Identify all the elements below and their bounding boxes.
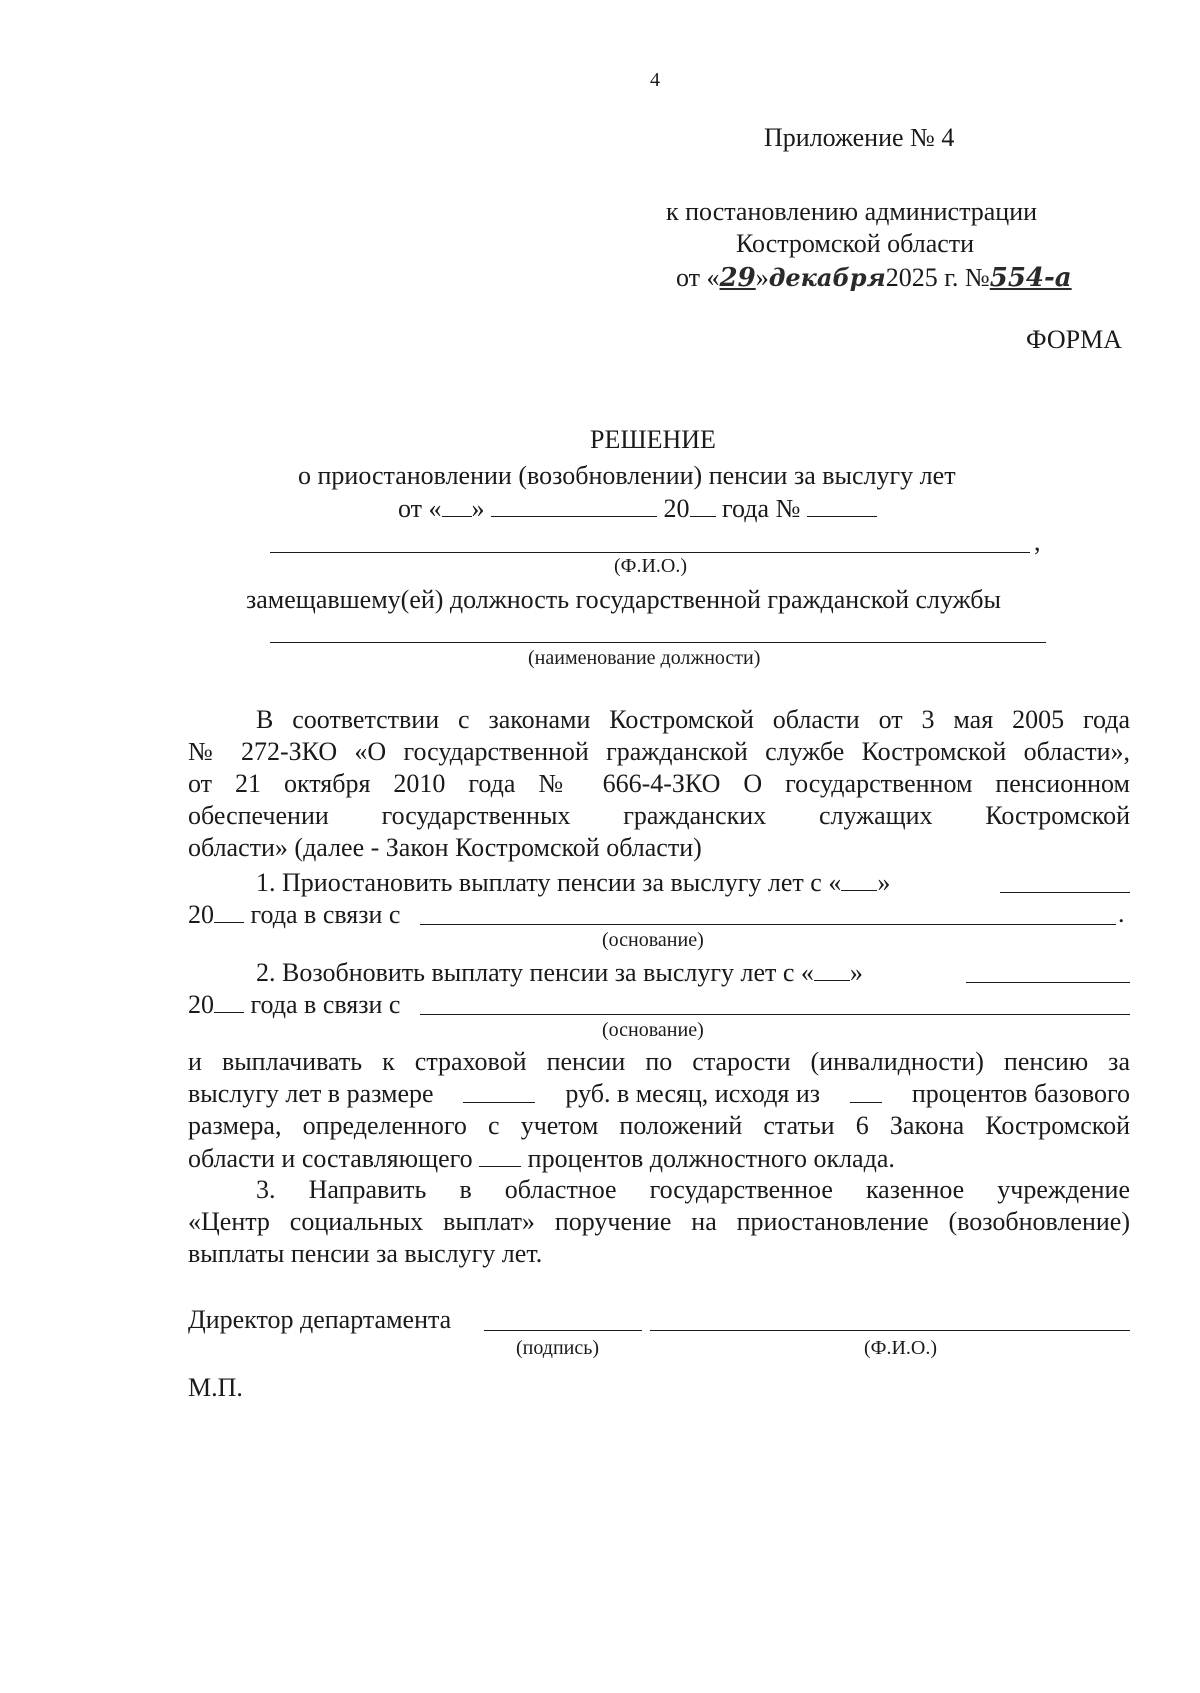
- blank-day: [442, 492, 472, 517]
- item2-close: »: [849, 958, 863, 987]
- position-line: замещавшему(ей) должность государственной гражданской службы: [246, 585, 1001, 614]
- item2-year-prefix: 20: [188, 990, 214, 1019]
- item1-reason-line: [188, 898, 400, 931]
- intro-line-2: № 272-ЗКО «О государственной гражданской службе Костромской области»,: [188, 737, 1130, 766]
- pay-line-2: [188, 1078, 1130, 1110]
- item2-blank-day: [814, 956, 850, 981]
- resolution-reference: к постановлению администрации: [666, 197, 1038, 226]
- item1-period: .: [1118, 899, 1125, 928]
- pay-rub-label: руб. в месяц, исходя из: [565, 1079, 821, 1108]
- item3-line-1: 3. Направить в областное государственное казенное учреждение: [256, 1175, 1130, 1204]
- director-fio-caption: (Ф.И.О.): [864, 1337, 938, 1359]
- blank-month: [491, 492, 657, 517]
- pay-line-4: [188, 1142, 895, 1175]
- pay-line-3: размера, определенного с учетом положений статьи 6 Закона Костромской: [188, 1111, 1130, 1140]
- blank-number: [807, 492, 877, 517]
- intro-line-5: области» (далее - Закон Костромской области): [188, 833, 702, 862]
- position-caption: (наименование должности): [528, 647, 761, 669]
- blank-year: [690, 492, 716, 517]
- date-from: от «: [398, 494, 442, 523]
- item2-basis-caption: (основание): [602, 1019, 704, 1041]
- pay-size-label: выслугу лет в размере: [188, 1079, 434, 1108]
- signature-caption: (подпись): [516, 1337, 600, 1359]
- item2-reason-line: [188, 988, 400, 1021]
- intro-line-3: от 21 октября 2010 года № 666-4-ЗКО О государственном пенсионном: [188, 769, 1130, 798]
- item2-blank-month: [966, 982, 1130, 983]
- fio-underline: [270, 552, 1030, 553]
- pay-component-label: области и составляющего: [188, 1144, 473, 1173]
- region-name: Костромской области: [736, 229, 975, 258]
- director-label: Директор департамента: [188, 1305, 452, 1334]
- item3-line-2: «Центр социальных выплат» поручение на приостановление (возобновление): [188, 1207, 1130, 1236]
- pay-base-label: процентов базового: [911, 1079, 1130, 1108]
- position-underline: [270, 642, 1046, 643]
- pay-line-1: и выплачивать к страховой пенсии по старости (инвалидности) пенсию за: [188, 1047, 1130, 1076]
- blank-percent-base: [850, 1078, 882, 1103]
- item1-basis-caption: (основание): [602, 929, 704, 951]
- item1-blank-year: [214, 898, 244, 923]
- date-year: 2025 г. №: [885, 263, 990, 292]
- decision-heading: РЕШЕНИЕ: [590, 425, 716, 454]
- item1-close: »: [877, 868, 891, 897]
- item2-blank-year: [214, 988, 244, 1013]
- item2-basis-underline: [420, 1014, 1130, 1015]
- date-number-label: года №: [722, 494, 801, 523]
- appendix-label: Приложение № 4: [764, 123, 955, 152]
- fio-comma: ,: [1034, 527, 1041, 556]
- decision-date-line: [398, 492, 877, 525]
- date-century: 20: [663, 494, 690, 523]
- intro-line-1: В соответствии с законами Костромской области от 3 мая 2005 года: [256, 705, 1130, 734]
- item1-line: [256, 866, 890, 899]
- director-fio-underline: [650, 1330, 1130, 1331]
- decision-subheading: о приостановлении (возобновлении) пенсии за выслугу лет: [298, 461, 956, 490]
- blank-percent-salary: [479, 1142, 521, 1167]
- date-prefix: от «: [676, 263, 720, 292]
- date-close: »: [471, 494, 485, 523]
- stamp-label: М.П.: [188, 1373, 243, 1402]
- item2-in-connection: года в связи с: [250, 990, 401, 1019]
- item1-blank-day: [841, 866, 877, 891]
- page-number: 4: [650, 69, 660, 91]
- item1-basis-underline: [420, 924, 1116, 925]
- pay-salary-label: процентов должностного оклада.: [527, 1144, 895, 1173]
- item2-text: 2. Возобновить выплату пенсии за выслугу лет с «: [256, 958, 814, 987]
- intro-line-4: обеспечении государственных гражданских служащих Костромской: [188, 801, 1130, 830]
- blank-amount: [463, 1078, 535, 1103]
- form-label: ФОРМА: [1026, 325, 1122, 354]
- item2-line: [256, 956, 863, 989]
- date-mid: »: [755, 263, 769, 292]
- signature-underline: [484, 1330, 642, 1331]
- resolution-date: [676, 262, 1072, 294]
- item3-line-3: выплаты пенсии за выслугу лет.: [188, 1239, 543, 1268]
- handwritten-number: 554-а: [989, 263, 1072, 293]
- item1-text: 1. Приостановить выплату пенсии за выслугу лет с «: [256, 868, 842, 897]
- item1-in-connection: года в связи с: [250, 900, 401, 929]
- handwritten-day: 29: [719, 263, 756, 293]
- fio-caption: (Ф.И.О.): [614, 555, 688, 577]
- item1-blank-month: [1000, 892, 1130, 893]
- handwritten-month: декабря: [768, 263, 886, 292]
- item1-year-prefix: 20: [188, 900, 214, 929]
